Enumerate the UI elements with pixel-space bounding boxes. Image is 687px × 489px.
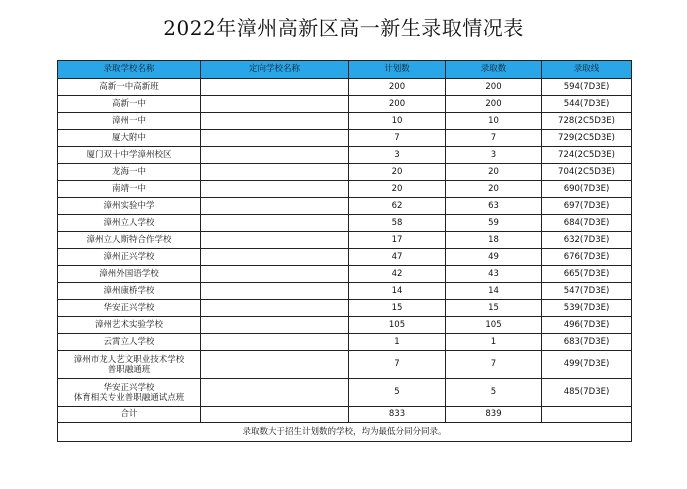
plan-count-cell: 200 bbox=[349, 79, 446, 96]
school-name-line: 体育相关专业普职融通试点班 bbox=[73, 392, 185, 403]
school-name-cell bbox=[58, 300, 201, 317]
table-row bbox=[58, 300, 632, 317]
total-label: 合计 bbox=[58, 407, 201, 423]
total-directed-cell bbox=[201, 407, 349, 423]
total-plan: 833 bbox=[349, 407, 446, 423]
directed-school-cell bbox=[201, 215, 349, 232]
cutoff-score-cell: 724(2C5D3E) bbox=[542, 147, 632, 164]
plan-count-cell: 5 bbox=[349, 379, 446, 407]
plan-count-cell: 7 bbox=[349, 130, 446, 147]
cutoff-score-cell: 728(2C5D3E) bbox=[542, 113, 632, 130]
plan-count-cell: 1 bbox=[349, 334, 446, 351]
table-row bbox=[58, 113, 632, 130]
table-row bbox=[58, 351, 632, 379]
school-name-line: 漳州立人学校 bbox=[103, 218, 155, 228]
plan-count-cell: 20 bbox=[349, 181, 446, 198]
school-name-line: 高新一中高新班 bbox=[99, 82, 159, 92]
admitted-count-cell: 7 bbox=[446, 351, 542, 379]
directed-school-cell bbox=[201, 317, 349, 334]
school-name-line: 华安正兴学校 bbox=[103, 303, 155, 313]
school-name-cell bbox=[58, 266, 201, 283]
directed-school-cell bbox=[201, 283, 349, 300]
cutoff-score-cell: 544(7D3E) bbox=[542, 96, 632, 113]
directed-school-cell bbox=[201, 79, 349, 96]
cutoff-score-cell: 539(7D3E) bbox=[542, 300, 632, 317]
note-row bbox=[58, 423, 632, 442]
table-body bbox=[58, 79, 632, 407]
table-row bbox=[58, 164, 632, 181]
plan-count-cell: 7 bbox=[349, 351, 446, 379]
directed-school-cell bbox=[201, 113, 349, 130]
school-name-line: 漳州正兴学校 bbox=[103, 252, 155, 262]
table-row bbox=[58, 232, 632, 249]
directed-school-cell bbox=[201, 351, 349, 379]
admitted-count-cell: 18 bbox=[446, 232, 542, 249]
school-name-line: 漳州艺术实验学校 bbox=[94, 320, 163, 330]
school-name-line: 华安正兴学校 bbox=[103, 382, 155, 393]
cutoff-score-cell: 684(7D3E) bbox=[542, 215, 632, 232]
school-name-line: 云霄立人学校 bbox=[103, 337, 155, 347]
plan-count-cell: 15 bbox=[349, 300, 446, 317]
table-row bbox=[58, 334, 632, 351]
plan-count-cell: 200 bbox=[349, 96, 446, 113]
table-row bbox=[58, 96, 632, 113]
admitted-count-cell: 14 bbox=[446, 283, 542, 300]
column-header-cutoff: 录取线 bbox=[542, 61, 632, 79]
directed-school-cell bbox=[201, 130, 349, 147]
school-name-line: 漳州立人斯特合作学校 bbox=[86, 235, 172, 245]
directed-school-cell bbox=[201, 266, 349, 283]
table-row bbox=[58, 147, 632, 164]
school-name-cell bbox=[58, 79, 201, 96]
total-row bbox=[58, 407, 632, 423]
table-header-row bbox=[58, 61, 632, 79]
school-name-line: 南靖一中 bbox=[111, 184, 146, 194]
directed-school-cell bbox=[201, 232, 349, 249]
plan-count-cell: 42 bbox=[349, 266, 446, 283]
admission-table bbox=[57, 60, 632, 442]
table-row bbox=[58, 215, 632, 232]
school-name-cell bbox=[58, 96, 201, 113]
admitted-count-cell: 3 bbox=[446, 147, 542, 164]
school-name-cell bbox=[58, 379, 201, 407]
plan-count-cell: 62 bbox=[349, 198, 446, 215]
cutoff-score-cell: 547(7D3E) bbox=[542, 283, 632, 300]
school-name-cell bbox=[58, 181, 201, 198]
cutoff-score-cell: 704(2C5D3E) bbox=[542, 164, 632, 181]
plan-count-cell: 14 bbox=[349, 283, 446, 300]
total-cutoff-cell bbox=[542, 407, 632, 423]
admitted-count-cell: 43 bbox=[446, 266, 542, 283]
directed-school-cell bbox=[201, 181, 349, 198]
school-name-line: 漳州外国语学校 bbox=[99, 269, 159, 279]
table-row bbox=[58, 79, 632, 96]
school-name-cell bbox=[58, 164, 201, 181]
admitted-count-cell: 63 bbox=[446, 198, 542, 215]
directed-school-cell bbox=[201, 147, 349, 164]
admitted-count-cell: 105 bbox=[446, 317, 542, 334]
table-row bbox=[58, 198, 632, 215]
table-row bbox=[58, 266, 632, 283]
admitted-count-cell: 10 bbox=[446, 113, 542, 130]
school-name-cell bbox=[58, 232, 201, 249]
admitted-count-cell: 1 bbox=[446, 334, 542, 351]
directed-school-cell bbox=[201, 96, 349, 113]
directed-school-cell bbox=[201, 198, 349, 215]
admitted-count-cell: 20 bbox=[446, 181, 542, 198]
school-name-line: 厦大附中 bbox=[111, 133, 146, 143]
cutoff-score-cell: 729(2C5D3E) bbox=[542, 130, 632, 147]
admitted-count-cell: 7 bbox=[446, 130, 542, 147]
school-name-line: 漳州实验中学 bbox=[103, 201, 155, 211]
admitted-count-cell: 59 bbox=[446, 215, 542, 232]
school-name-line: 龙海一中 bbox=[111, 167, 146, 177]
plan-count-cell: 17 bbox=[349, 232, 446, 249]
table-row bbox=[58, 249, 632, 266]
school-name-cell bbox=[58, 198, 201, 215]
school-name-cell bbox=[58, 334, 201, 351]
cutoff-score-cell: 665(7D3E) bbox=[542, 266, 632, 283]
table-row bbox=[58, 379, 632, 407]
column-header-directed-school: 定向学校名称 bbox=[201, 61, 349, 79]
plan-count-cell: 58 bbox=[349, 215, 446, 232]
admitted-count-cell: 15 bbox=[446, 300, 542, 317]
admitted-count-cell: 200 bbox=[446, 96, 542, 113]
total-admitted: 839 bbox=[446, 407, 542, 423]
cutoff-score-cell: 683(7D3E) bbox=[542, 334, 632, 351]
directed-school-cell bbox=[201, 379, 349, 407]
school-name-cell bbox=[58, 317, 201, 334]
plan-count-cell: 47 bbox=[349, 249, 446, 266]
plan-count-cell: 20 bbox=[349, 164, 446, 181]
school-name-line: 厦门双十中学漳州校区 bbox=[86, 150, 172, 160]
table-row bbox=[58, 283, 632, 300]
school-name-cell bbox=[58, 130, 201, 147]
cutoff-score-cell: 496(7D3E) bbox=[542, 317, 632, 334]
cutoff-score-cell: 499(7D3E) bbox=[542, 351, 632, 379]
plan-count-cell: 105 bbox=[349, 317, 446, 334]
school-name-line: 漳州康桥学校 bbox=[103, 286, 155, 296]
school-name-cell bbox=[58, 283, 201, 300]
school-name-line: 高新一中 bbox=[111, 99, 146, 109]
column-header-plan: 计划数 bbox=[349, 61, 446, 79]
school-name-cell bbox=[58, 113, 201, 130]
column-header-school: 录取学校名称 bbox=[58, 61, 201, 79]
school-name-cell bbox=[58, 215, 201, 232]
school-name-line: 普职融通班 bbox=[107, 364, 151, 375]
directed-school-cell bbox=[201, 164, 349, 181]
cutoff-score-cell: 632(7D3E) bbox=[542, 232, 632, 249]
directed-school-cell bbox=[201, 300, 349, 317]
school-name-cell bbox=[58, 351, 201, 379]
admitted-count-cell: 5 bbox=[446, 379, 542, 407]
cutoff-score-cell: 690(7D3E) bbox=[542, 181, 632, 198]
cutoff-score-cell: 697(7D3E) bbox=[542, 198, 632, 215]
column-header-admitted: 录取数 bbox=[446, 61, 542, 79]
table-row bbox=[58, 317, 632, 334]
cutoff-score-cell: 594(7D3E) bbox=[542, 79, 632, 96]
table-note: 录取数大于招生计划数的学校，均为最低分同分同录。 bbox=[58, 423, 632, 442]
school-name-cell bbox=[58, 249, 201, 266]
table-row bbox=[58, 181, 632, 198]
admitted-count-cell: 20 bbox=[446, 164, 542, 181]
directed-school-cell bbox=[201, 249, 349, 266]
plan-count-cell: 10 bbox=[349, 113, 446, 130]
directed-school-cell bbox=[201, 334, 349, 351]
school-name-cell bbox=[58, 147, 201, 164]
admitted-count-cell: 49 bbox=[446, 249, 542, 266]
cutoff-score-cell: 676(7D3E) bbox=[542, 249, 632, 266]
plan-count-cell: 3 bbox=[349, 147, 446, 164]
cutoff-score-cell: 485(7D3E) bbox=[542, 379, 632, 407]
page-title: 2022年漳州高新区高一新生录取情况表 bbox=[163, 16, 524, 40]
admitted-count-cell: 200 bbox=[446, 79, 542, 96]
table-row bbox=[58, 130, 632, 147]
school-name-line: 漳州一中 bbox=[111, 116, 146, 126]
school-name-line: 漳州市龙人艺文职业技术学校 bbox=[73, 354, 185, 365]
